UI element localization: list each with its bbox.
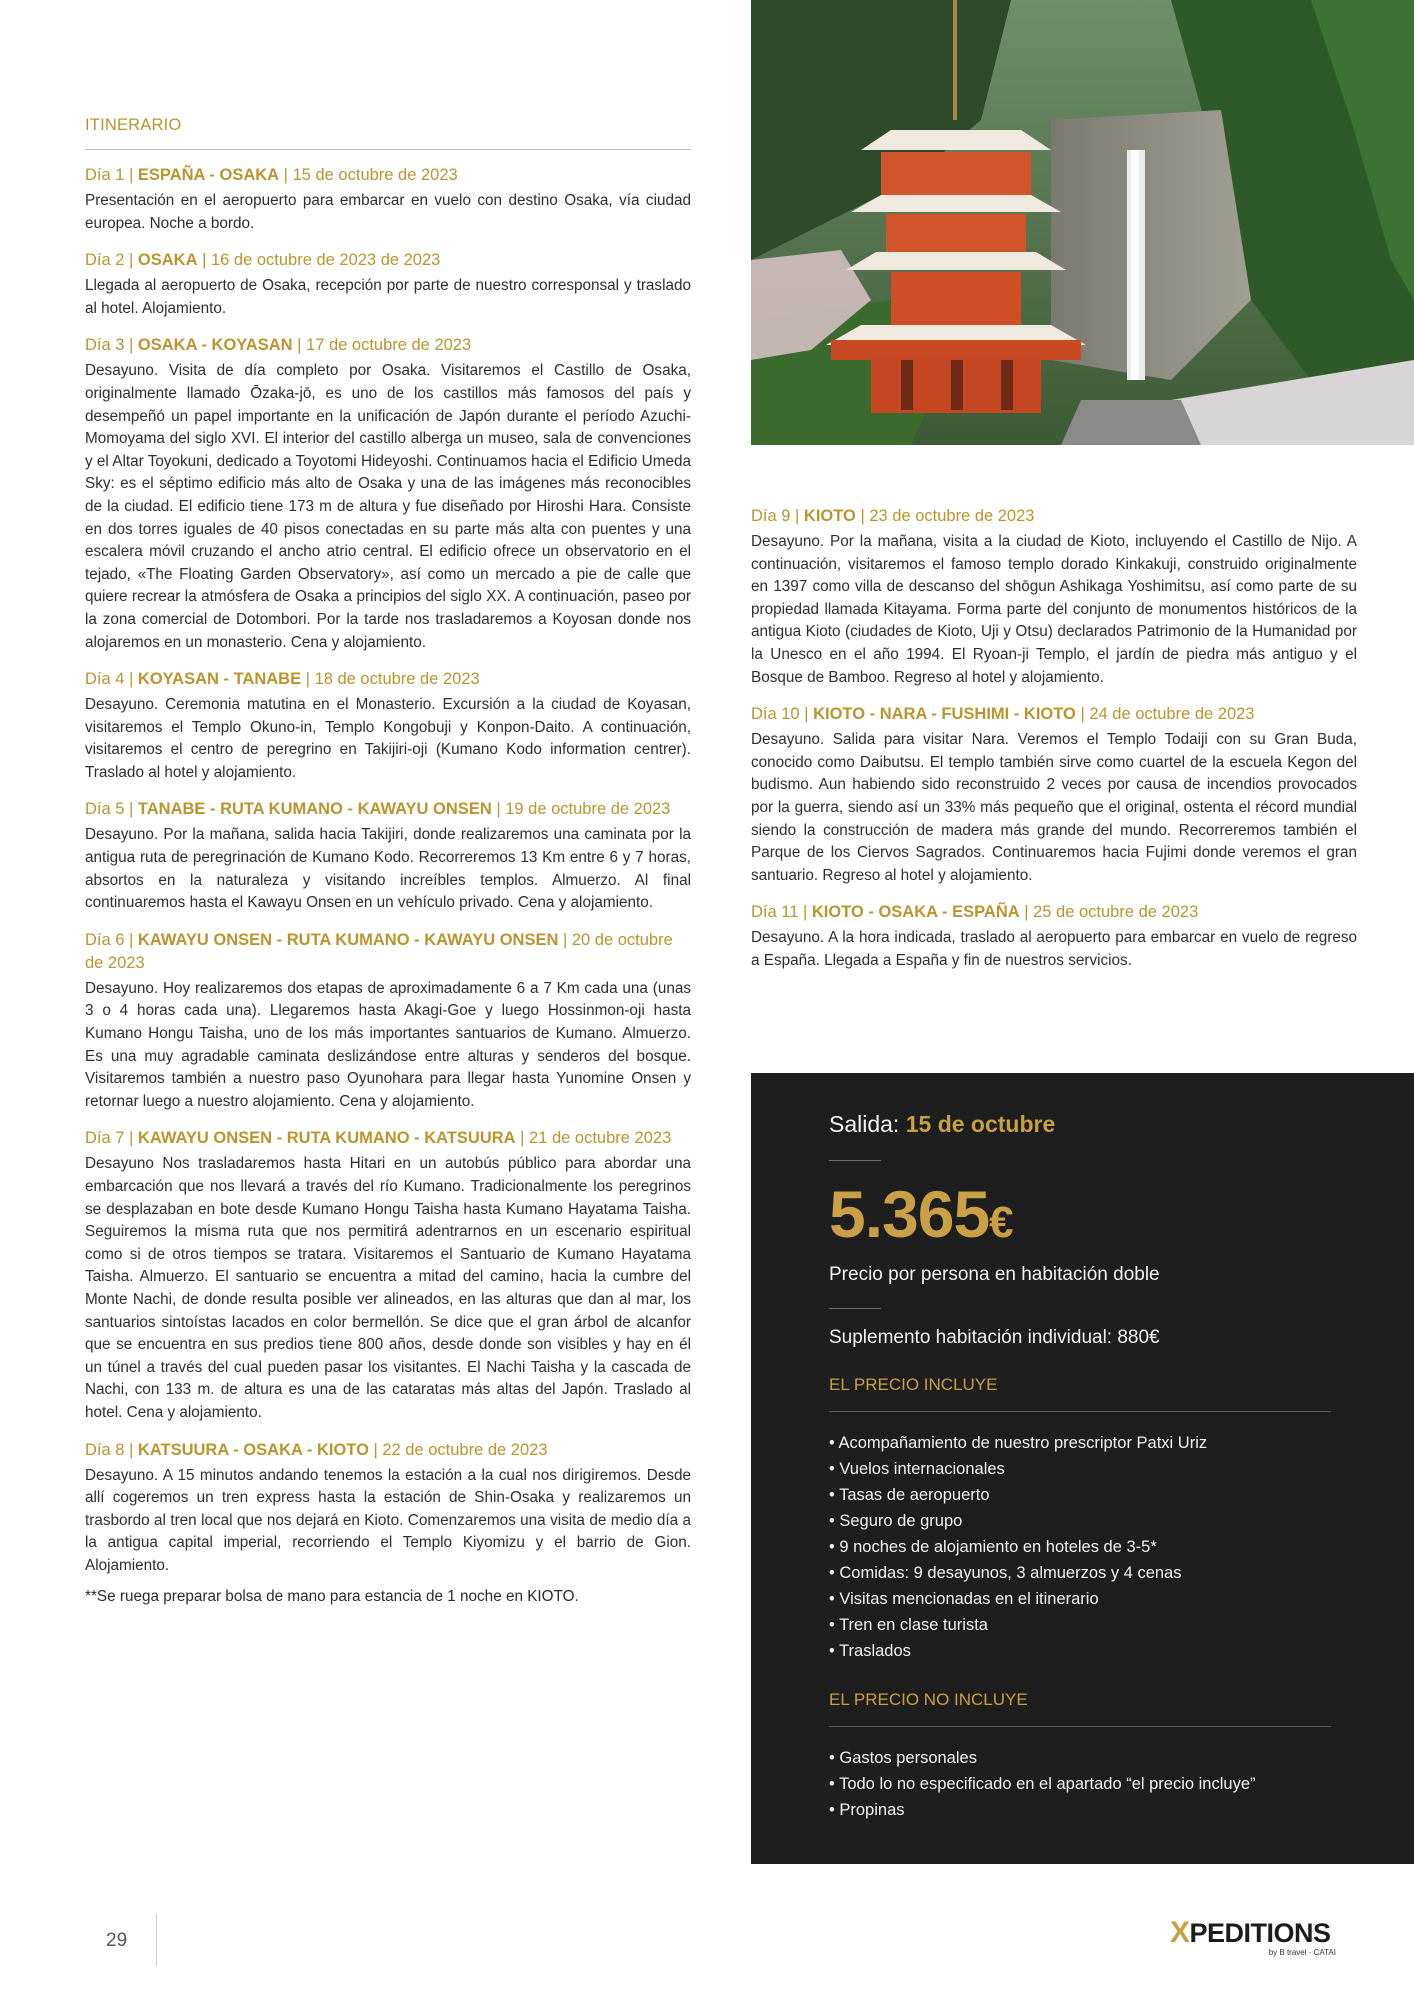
list-item: • Tren en clase turista — [829, 1612, 1331, 1638]
page-number: 29 — [106, 1930, 128, 1951]
list-item: • Tasas de aeropuerto — [829, 1482, 1331, 1508]
day-date: 19 de octubre de 2023 — [505, 800, 671, 819]
day-description: Desayuno. Salida para visitar Nara. Veremos el Templo Todaiji con su Gran Buda, conocido como Daibutsu. El templo también sirve como cuartel de la escuela Kegon del budismo. Aun habiendo sido reconstruido 2 veces por causa de incendios provocados por la guerra, siendo así un 33% más pequeño que el original, ostenta el récord mundial siendo la construcción de madera más grande del mundo. Recorreremos también el Parque de los Ciervos Sagrados. Continuaremos hacia Fujimi donde veremos el gran santuario. Regreso al hotel y alojamiento. — [751, 731, 1357, 884]
day-heading — [85, 798, 691, 821]
separator: | — [292, 336, 307, 355]
day-description: Presentación en el aeropuerto para embarcar en vuelo con destino Osaka, vía ciudad europea. Noche a bordo. — [85, 192, 691, 232]
day-date: 21 de octubre 2023 — [529, 1129, 672, 1148]
day-heading — [85, 929, 691, 975]
day-description: Desayuno. A 15 minutos andando tenemos la estación a la cual nos dirigiremos. Desde allí cogeremos un tren express hasta la estación de Shin-Osaka y realizaremos un trasbordo al tren local que nos dejará en Kioto. Comenzaremos una visita de medio día a la antigua capital imperial, recorriendo el Templo Kiyomizu y el barrio de Gion. Alojamiento. — [85, 1466, 691, 1574]
brand-logo — [1170, 1916, 1340, 1962]
itinerary-right-column — [751, 505, 1357, 987]
separator: | — [798, 903, 812, 922]
day-heading — [85, 1127, 691, 1150]
day-description: Desayuno. Ceremonia matutina en el Monasterio. Excursión a la ciudad de Koyasan, visitaremos el Templo Okuno-in, Templo Kongobuji y Konpon-Daito. A continuación, visitaremos el centro de peregrino en Takijiri-oji (Kumano Kodo information centrer). Traslado al hotel y alojamiento. — [85, 696, 691, 781]
day-heading — [85, 164, 691, 187]
day-heading — [85, 334, 691, 357]
separator: | — [855, 507, 870, 525]
separator: | — [515, 1129, 530, 1148]
separator: | — [1019, 903, 1034, 922]
day-route: KAWAYU ONSEN - RUTA KUMANO - KAWAYU ONSEN — [137, 930, 559, 949]
separator: | — [799, 705, 814, 724]
day-route: OSAKA — [137, 251, 198, 270]
divider — [829, 1160, 881, 1161]
day-heading — [751, 703, 1357, 726]
pagoda-waterfall-photo — [751, 0, 1414, 445]
list-item: • Todo lo no especificado en el apartado “el precio incluye” — [829, 1771, 1331, 1797]
excludes-heading: EL PRECIO NO INCLUYE — [829, 1690, 1331, 1727]
day-route: KOYASAN - TANABE — [137, 670, 302, 689]
day-date: 15 de octubre de 2023 — [292, 166, 458, 184]
day-heading — [85, 1439, 691, 1462]
list-item: • Traslados — [829, 1638, 1331, 1664]
list-item: • Vuelos internacionales — [829, 1456, 1331, 1482]
day-description: Desayuno Nos trasladaremos hasta Hitari en un autobús público para abordar una embarcación que nos llevará a través del río Kumano. Tradicionalmente los peregrinos se desplazaban en bote desde Kumano Hongu Taisha hasta Kumano Hayatama Taisha. Seguiremos la misma ruta que nos permitirá adentrarnos en un escenario espiritual como si de otros tiempos se tratara. Visitaremos el Santuario de Kumano Hayatama Taisha. Almuerzo. El santuario se encuentra a mitad del camino, hacia la cumbre del Monte Nachi, de donde resulta posible ver alineados, en las alturas que dan al mar, los santuarios sintoístas lacados en color bermellón. Se dice que el gran árbol de alcanfor que se encuentra en sus predios tiene 800 años, desde donde son visibles y hay en él un túnel a través del cual pueden pasar los visitantes. El Nachi Taisha y la cascada de Nachi, con 133 m. de altura es una de las cataratas más altas del Japón. Traslado al hotel. Cena y alojamiento. — [85, 1155, 691, 1421]
separator: | — [124, 800, 138, 819]
day-route: ESPAÑA - OSAKA — [137, 166, 280, 184]
day-description: Desayuno. Hoy realizaremos dos etapas de aproximadamente 6 a 7 Km cada una (unas 3 o 4 horas cada una). Llegaremos hasta Akagi-Goe y luego Hossinmon-oji hasta Kumano Hongu Taisha, uno de los más importantes santuarios de Kumano. Almuerzo. Es una muy agradable caminata deslizándose entre alturas y senderos del bosque. Visitaremos también a nuestro paso Oyunohara para llegar hasta Yunomine Onsen y retornar luego a nuestro alojamiento. Cena y alojamiento. — [85, 979, 691, 1110]
departure-line — [829, 1111, 1331, 1138]
separator: | — [124, 1440, 138, 1459]
day-heading — [85, 249, 691, 272]
day-date: 23 de octubre de 2023 — [869, 507, 1035, 525]
day-heading — [751, 505, 1357, 528]
list-item: • Acompañamiento de nuestro prescriptor Patxi Uriz — [829, 1430, 1331, 1456]
list-item: • Gastos personales — [829, 1745, 1331, 1771]
day-description: Desayuno. A la hora indicada, traslado al aeropuerto para embarcar en vuelo de regreso a España. Llegada a España y fin de nuestros servicios. — [751, 929, 1357, 969]
day-number: Día 8 — [85, 1440, 125, 1459]
day-date: 17 de octubre de 2023 — [306, 336, 472, 355]
price-amount: 5.365 — [829, 1177, 990, 1251]
day-route: KIOTO — [803, 507, 856, 525]
day-date: 16 de octubre de 2023 de 2023 — [210, 251, 441, 270]
itinerary-day — [85, 164, 691, 235]
days-list-right — [751, 505, 1357, 973]
divider — [829, 1308, 881, 1309]
day-number: Día 6 — [85, 930, 125, 949]
day-heading — [751, 901, 1357, 924]
day-description: Desayuno. Por la mañana, visita a la ciudad de Kioto, incluyendo el Castillo de Nijo. A continuación, visitaremos el famoso templo dorado Kinkakuji, construido originalmente en 1397 como villa de descanso del shōgun Ashikaga Yoshimitsu, así como parte de su propiedad llamada Kitayama. Forma parte del conjunto de monumentos históricos de la antigua Kioto (ciudades de Kioto, Uji y Otsu) declarados Patrimonio de la Humanidad por la Unesco en el año 1994. El Ryoan-ji Templo, el jardín de piedra más antiguo y el Bosque de Bamboo. Regreso al hotel y alojamiento. — [751, 533, 1357, 686]
separator: | — [279, 166, 293, 184]
itinerary-left-column — [85, 116, 691, 1608]
itinerary-day — [751, 505, 1357, 689]
itinerary-day — [85, 249, 691, 320]
price-box-content — [829, 1111, 1331, 1823]
itinerary-day — [85, 929, 691, 1114]
separator: | — [1075, 705, 1090, 724]
logo-word: PEDITIONS — [1189, 1918, 1331, 1948]
day-description: Desayuno. Por la mañana, salida hacia Takijiri, donde realizaremos una caminata por la antigua ruta de peregrinación de Kumano Kodo. Recorreremos 13 Km entre 6 y 7 horas, absortos en la naturaleza y visitando increíbles templos. Almuerzo. Al final continuaremos hasta el Kawayu Onsen en un vehículo privado. Cena y alojamiento. — [85, 826, 691, 912]
itinerary-heading: ITINERARIO — [85, 116, 691, 150]
logo-x-mark: X — [1170, 1916, 1190, 1949]
itinerary-day — [85, 1439, 691, 1578]
day-date: 20 de octubre de 2023 — [85, 930, 673, 972]
excludes-list — [829, 1745, 1331, 1823]
day-number: Día 4 — [85, 670, 125, 689]
itinerary-day — [85, 1127, 691, 1424]
day-number: Día 2 — [85, 251, 125, 270]
day-route: OSAKA - KOYASAN — [137, 336, 293, 355]
itinerary-day — [85, 798, 691, 914]
day-number: Día 9 — [751, 507, 791, 525]
list-item: • 9 noches de alojamiento en hoteles de 3-5* — [829, 1534, 1331, 1560]
price-note: Precio por persona en habitación doble — [829, 1264, 1160, 1285]
separator: | — [124, 336, 138, 355]
day-number: Día 7 — [85, 1129, 125, 1148]
day-number: Día 5 — [85, 800, 125, 819]
supplement-line: Suplemento habitación individual: 880€ — [829, 1327, 1160, 1348]
photo-illustration — [751, 0, 1414, 445]
separator: | — [124, 1129, 138, 1148]
itinerary-note: **Se ruega preparar bolsa de mano para estancia de 1 noche en KIOTO. — [85, 1587, 579, 1605]
price-value — [829, 1179, 1331, 1258]
list-item: • Visitas mencionadas en el itinerario — [829, 1586, 1331, 1612]
day-description: Llegada al aeropuerto de Osaka, recepción por parte de nuestro corresponsal y traslado al hotel. Alojamiento. — [85, 277, 691, 317]
day-number: Día 1 — [85, 166, 125, 184]
separator: | — [368, 1440, 383, 1459]
day-route: KIOTO - NARA - FUSHIMI - KIOTO — [813, 705, 1076, 724]
includes-heading: EL PRECIO INCLUYE — [829, 1375, 1331, 1412]
separator: | — [124, 251, 138, 270]
day-route: KAWAYU ONSEN - RUTA KUMANO - KATSUURA — [137, 1129, 516, 1148]
list-item: • Seguro de grupo — [829, 1508, 1331, 1534]
day-date: 25 de octubre de 2023 — [1033, 903, 1199, 922]
day-description: Desayuno. Visita de día completo por Osaka. Visitaremos el Castillo de Osaka, originalmente llamado Ōzaka-jō, es uno de los castillos más famosos del país y desempeñó un papel importante en la unificación de Japón durante el período Azuchi-Momoyama del siglo XVI. El interior del castillo alberga un museo, sala de convenciones y el Altar Toyokuni, dedicado a Toyotomi Hideyoshi. Continuamos hacia el Edificio Umeda Sky: es el séptimo edificio más alto de Osaka y una de las imágenes más reconocibles de la ciudad. El edificio tiene 173 m de altura y fue diseñado por Hiroshi Hara. Consiste en dos torres iguales de 40 pisos conectadas en su parte más alta con puentes y una escalera móvil cruzando el ancho atrio central. El edificio ofrece un observatorio en el tejado, «The Floating Garden Observatory», así como un mercado a pie de calle que quiere recrear la atmósfera de Osaka a principios del siglo XX. A continuación, paseo por la zona comercial de Dotombori. Por la tarde nos trasladaremos a Koyosan donde nos alojaremos en un monasterio. Cena y alojamiento. — [85, 362, 691, 651]
day-number: Día 3 — [85, 336, 125, 355]
separator: | — [558, 930, 572, 949]
day-route: KATSUURA - OSAKA - KIOTO — [137, 1440, 369, 1459]
price-box — [751, 1073, 1414, 1864]
separator: | — [790, 507, 804, 525]
days-list-left — [85, 164, 691, 1578]
itinerary-day — [751, 703, 1357, 887]
footer-divider — [156, 1914, 157, 1966]
list-item: • Comidas: 9 desayunos, 3 almuerzos y 4 cenas — [829, 1560, 1331, 1586]
logo-subtext: by B travel · CATAI — [1268, 1948, 1336, 1957]
day-number: Día 10 — [751, 705, 800, 724]
separator: | — [301, 670, 315, 689]
price-currency: € — [989, 1198, 1013, 1247]
separator: | — [491, 800, 506, 819]
departure-date: 15 de octubre — [905, 1111, 1056, 1137]
day-number: Día 11 — [751, 903, 799, 922]
day-route: TANABE - RUTA KUMANO - KAWAYU ONSEN — [137, 800, 492, 819]
itinerary-day — [751, 901, 1357, 972]
separator: | — [197, 251, 211, 270]
departure-label: Salida: — [829, 1111, 900, 1137]
itinerary-day — [85, 334, 691, 654]
separator: | — [124, 670, 138, 689]
logo-text — [1170, 1916, 1340, 1950]
includes-list — [829, 1430, 1331, 1664]
day-date: 18 de octubre de 2023 — [314, 670, 480, 689]
day-date: 24 de octubre de 2023 — [1089, 705, 1255, 724]
day-date: 22 de octubre de 2023 — [382, 1440, 548, 1459]
itinerary-day — [85, 668, 691, 784]
separator: | — [124, 166, 138, 184]
separator: | — [124, 930, 138, 949]
day-heading — [85, 668, 691, 691]
list-item: • Propinas — [829, 1797, 1331, 1823]
day-route: KIOTO - OSAKA - ESPAÑA — [811, 903, 1020, 922]
